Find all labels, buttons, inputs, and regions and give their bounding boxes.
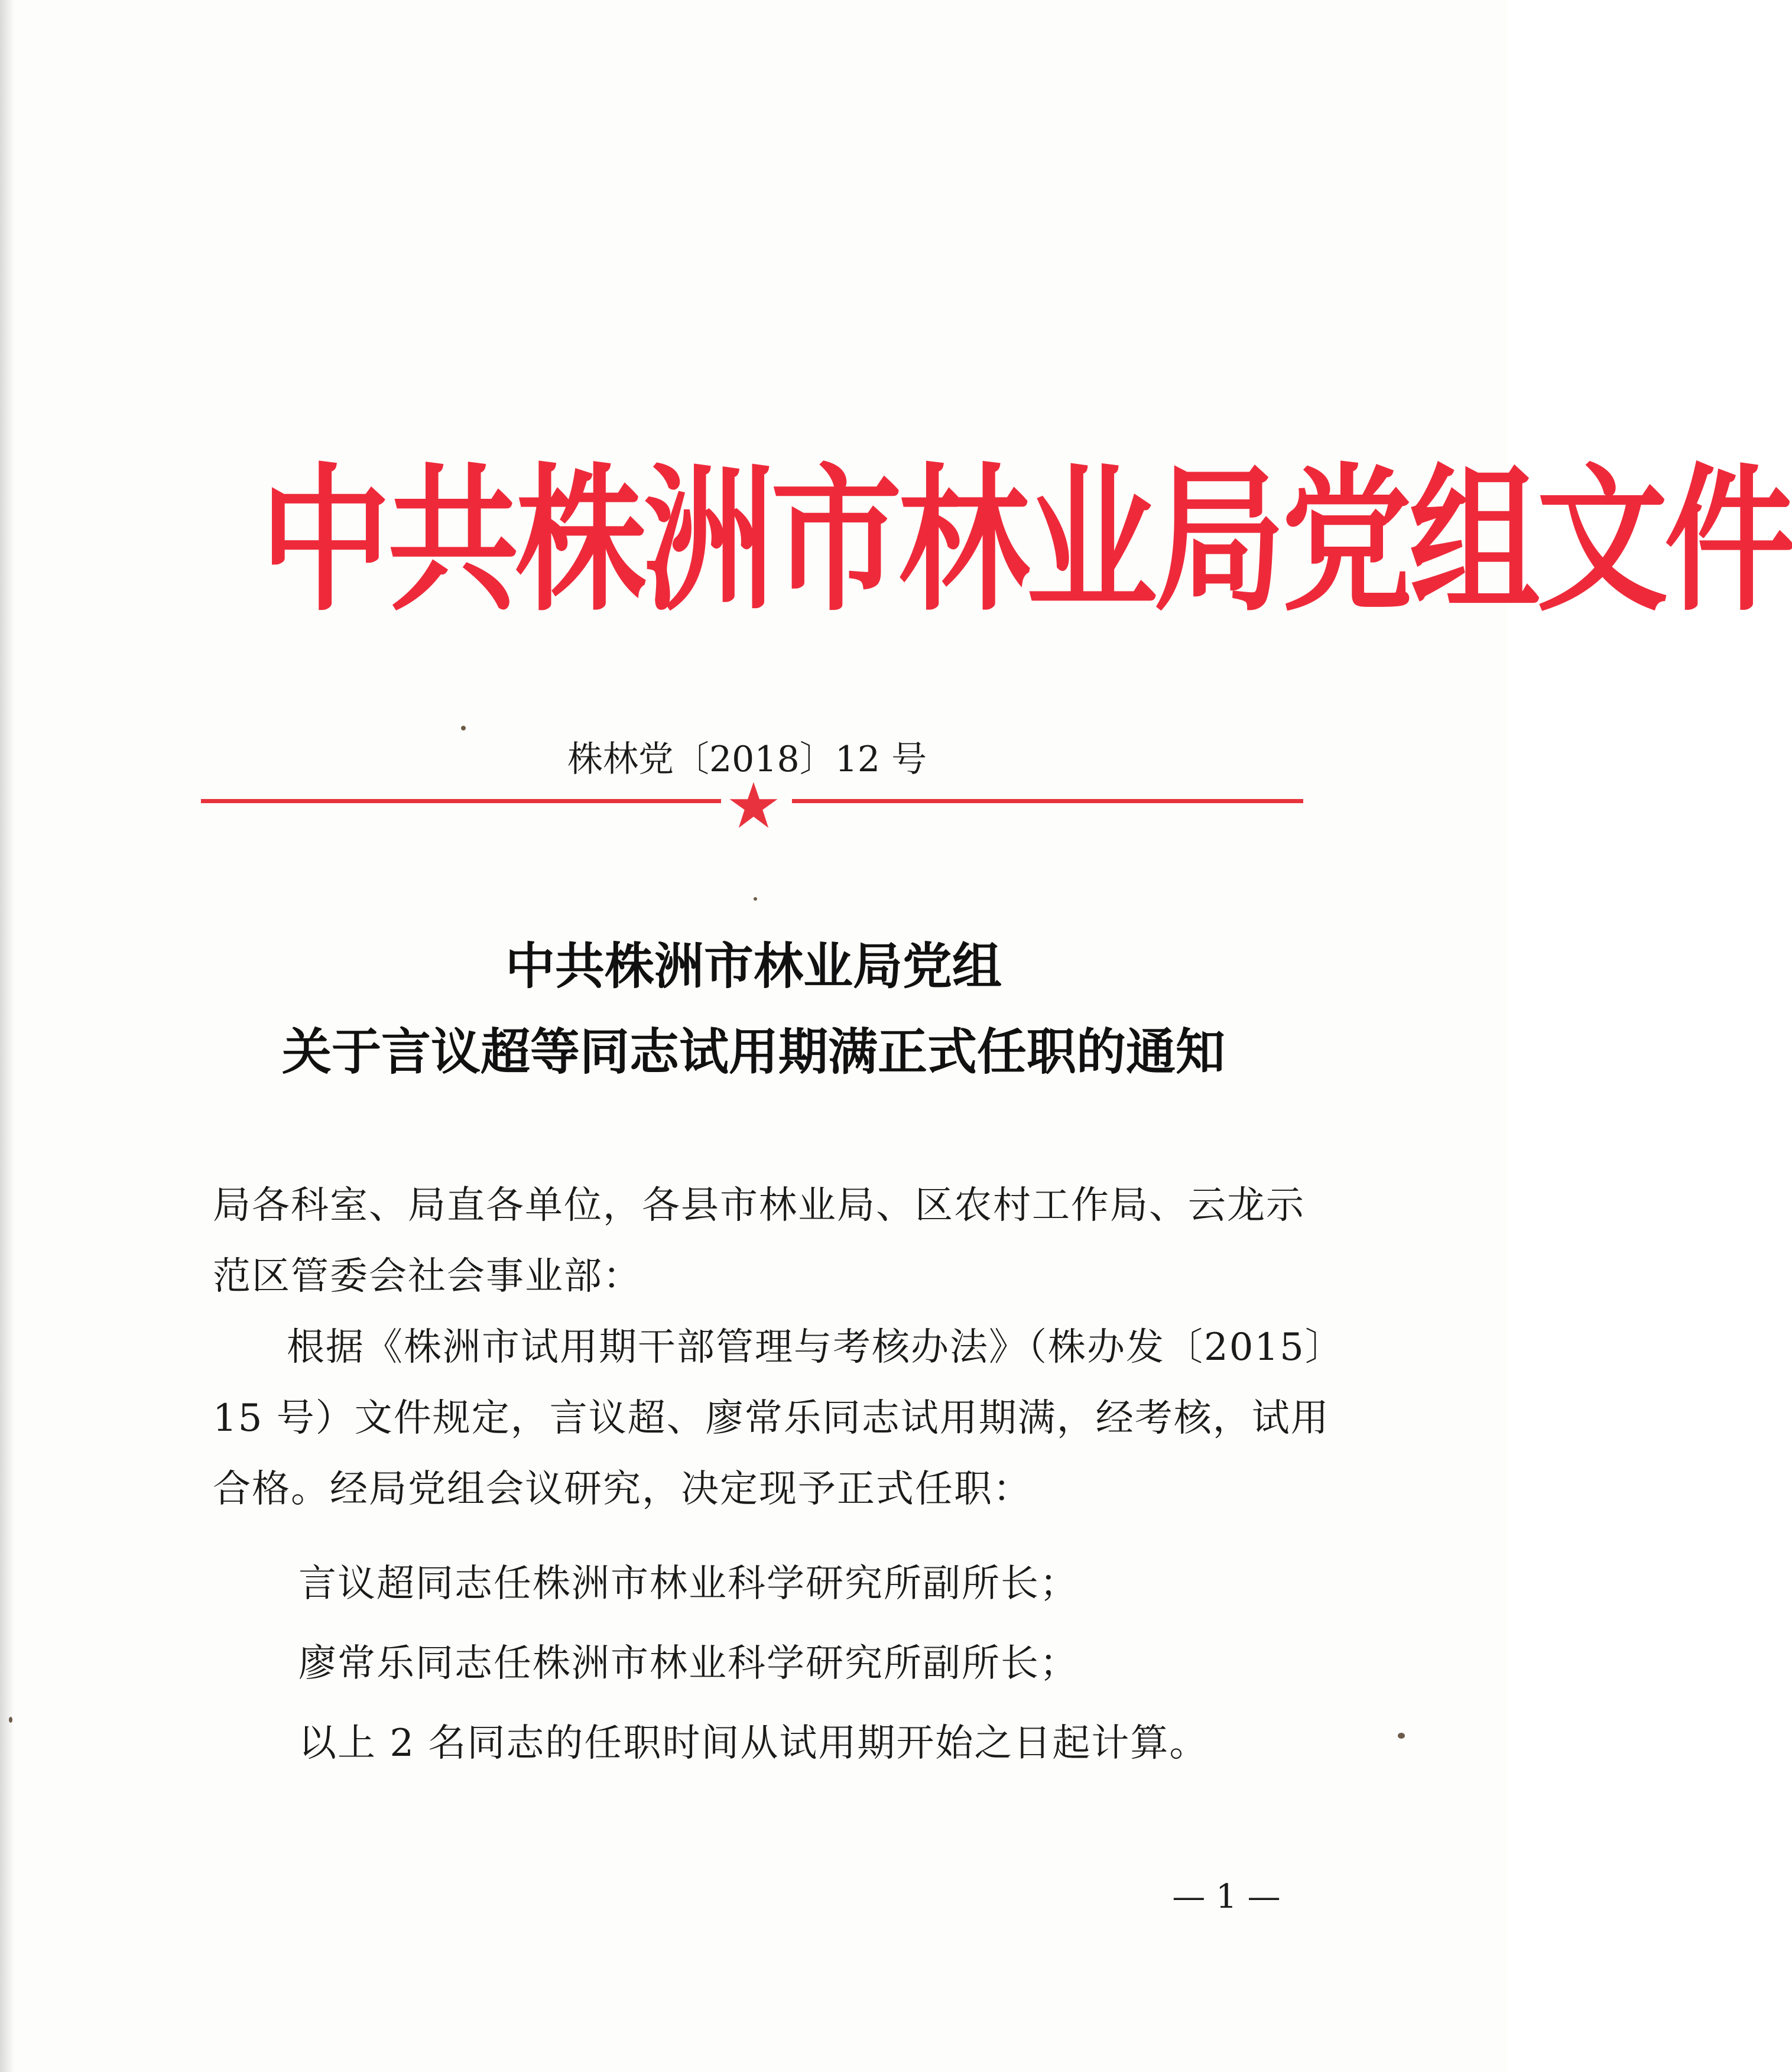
red-divider-right — [792, 799, 1303, 803]
scan-speck — [9, 1717, 12, 1723]
notice-title-line-2: 关于言议超等同志试用期满正式任职的通知 — [281, 1022, 1225, 1081]
red-divider-left — [201, 799, 721, 803]
recipients-line-2: 范区管委会社会事业部： — [213, 1255, 642, 1298]
scan-edge-shadow — [0, 0, 14, 2072]
paragraph-1-line-1: 根据《株洲市试用期干部管理与考核办法》（株办发〔2015〕 — [287, 1326, 1344, 1369]
red-star-icon — [727, 779, 780, 832]
red-masthead-title: 中共株洲市林业局党组文件 — [260, 450, 1792, 633]
notice-title-line-1: 中共株洲市林业局党组 — [505, 937, 1002, 995]
appointment-2: 廖常乐同志任株洲市林业科学研究所副所长； — [298, 1642, 1079, 1685]
document-number: 株林党〔2018〕12 号 — [567, 739, 927, 780]
appointment-1: 言议超同志任株洲市林业科学研究所副所长； — [298, 1562, 1079, 1606]
paragraph-1-line-3: 合格。经局党组会议研究，决定现予正式任职： — [213, 1467, 1032, 1511]
scan-speck — [754, 897, 757, 901]
scan-speck — [1398, 1733, 1405, 1739]
page-number: — 1 — — [1172, 1878, 1281, 1916]
paragraph-1-line-2: 15 号）文件规定，言议超、廖常乐同志试用期满，经考核，试用 — [213, 1397, 1330, 1440]
recipients-line-1: 局各科室、局直各单位，各县市林业局、区农村工作局、云龙示 — [213, 1184, 1305, 1227]
scan-speck — [461, 726, 466, 730]
closing-statement: 以上 2 名同志的任职时间从试用期开始之日起计算。 — [298, 1722, 1209, 1765]
